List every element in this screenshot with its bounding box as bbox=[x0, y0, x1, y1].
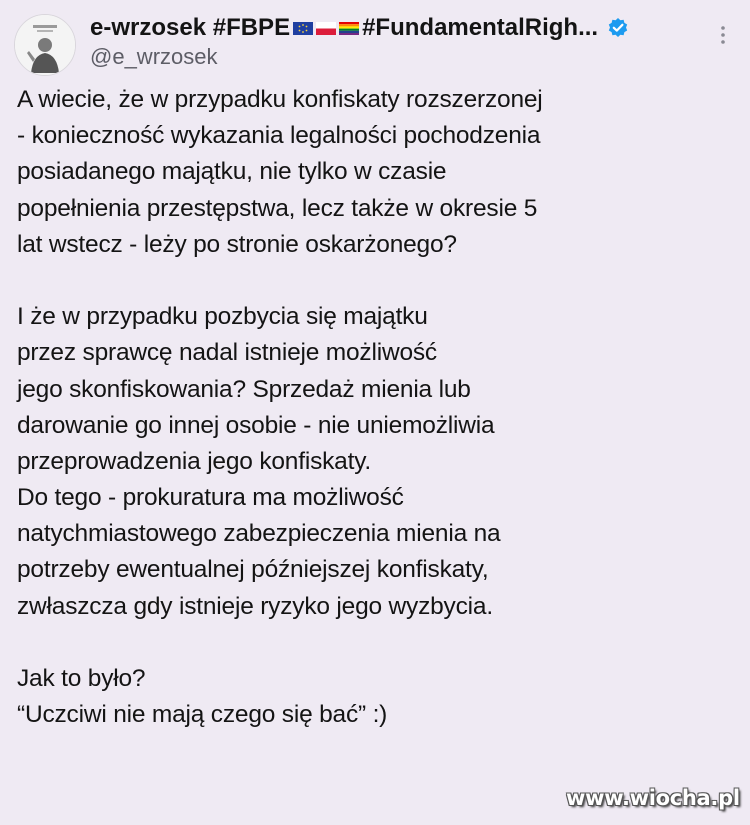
tweet-line: natychmiastowego zabezpieczenia mienia na bbox=[17, 520, 501, 548]
paragraph-gap bbox=[17, 625, 737, 661]
more-options-icon[interactable] bbox=[712, 24, 734, 46]
poland-flag-icon bbox=[316, 22, 336, 35]
paragraph-gap bbox=[17, 263, 737, 299]
tweet-line: “Uczciwi nie mają czego się bać” :) bbox=[17, 701, 388, 729]
tweet-line: - konieczność wykazania legalności pochodzenia bbox=[17, 122, 541, 150]
user-handle[interactable]: @e_wrzosek bbox=[90, 44, 218, 69]
profile-avatar[interactable] bbox=[14, 14, 76, 76]
tweet-line: jego skonfiskowania? Sprzedaż mienia lub bbox=[17, 375, 471, 403]
eu-flag-icon bbox=[293, 22, 313, 35]
tweet-line: A wiecie, że w przypadku konfiskaty rozszerzonej bbox=[17, 86, 543, 113]
tweet-line: przez sprawcę nadal istnieje możliwość bbox=[17, 339, 437, 367]
tweet-line: potrzeby ewentualnej późniejszej konfiskaty, bbox=[17, 556, 489, 584]
tweet-line: posiadanego majątku, nie tylko w czasie bbox=[17, 158, 447, 186]
display-name-text: e-wrzosek #FBPE bbox=[90, 14, 291, 41]
tweet-text bbox=[17, 82, 737, 733]
tweet-line: lat wstecz - leży po stronie oskarżonego? bbox=[17, 230, 457, 258]
verified-badge-icon bbox=[607, 17, 629, 39]
tweet-line: Jak to było? bbox=[17, 665, 146, 692]
tweet-line: przeprowadzenia jego konfiskaty. bbox=[17, 447, 372, 475]
tweet-line: darowanie go innej osobie - nie uniemożliwia bbox=[17, 411, 495, 439]
display-name-suffix: #FundamentalRigh... bbox=[362, 14, 599, 41]
tweet-line: zwłaszcza gdy istnieje ryzyko jego wyzbycia. bbox=[17, 592, 493, 620]
tweet-line: I że w przypadku pozbycia się majątku bbox=[17, 303, 428, 331]
tweet-line: Do tego - prokuratura ma możliwość bbox=[17, 484, 404, 512]
rainbow-flag-icon bbox=[339, 22, 359, 35]
site-watermark: www.wiocha.pl bbox=[566, 786, 740, 810]
tweet-line: popełnienia przestępstwa, lecz także w okresie 5 bbox=[17, 194, 538, 222]
display-name[interactable] bbox=[90, 14, 629, 42]
